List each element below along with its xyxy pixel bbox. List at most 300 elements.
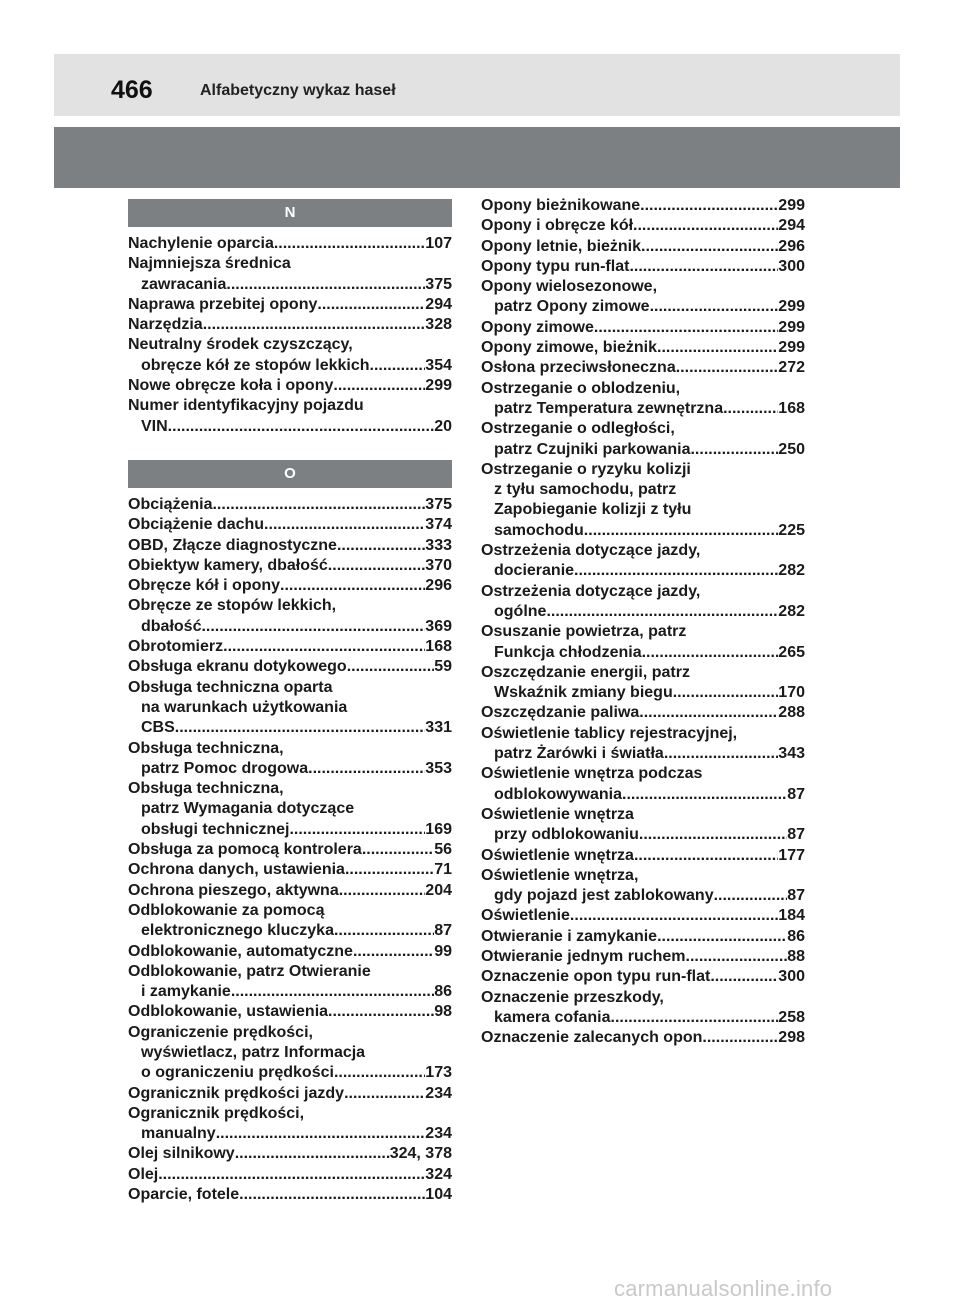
page-reference: 104 (425, 1186, 452, 1204)
index-entry-line: Ostrzeganie o ryzyku kolizji (481, 460, 691, 478)
index-entry-final-line (128, 860, 452, 880)
page-reference: 234 (425, 1125, 452, 1143)
page-number: 466 (111, 76, 153, 104)
index-entry-final-line (128, 356, 452, 376)
index-entry-final-line (481, 906, 805, 926)
index-entry (128, 1002, 452, 1022)
index-entry-line: Numer identyfikacyjny pojazdu (128, 397, 364, 415)
index-entry (128, 860, 452, 880)
index-entry-term: Opony zimowe (481, 318, 594, 336)
index-entry-line: Opony wielosezonowe, (481, 278, 658, 296)
index-entry-final-line (481, 683, 805, 703)
index-entry-final-line (481, 1008, 805, 1028)
index-entry-final-line (481, 846, 805, 866)
index-entry-term: docieranie (494, 562, 575, 580)
page-reference: 369 (425, 617, 452, 635)
index-entry-term: patrz Temperatura zewnętrzna (494, 399, 724, 417)
page-reference: 299 (778, 339, 805, 357)
index-entry-term: Osłona przeciwsłoneczna (481, 359, 676, 377)
index-entry-term: Obręcze kół i opony (128, 577, 281, 595)
page-reference: 250 (778, 440, 805, 458)
index-entry-final-line (128, 536, 452, 556)
index-entry-final-line (481, 947, 805, 967)
index-entry-final-line (128, 515, 452, 535)
dot-leader (328, 1002, 434, 1022)
index-entry (128, 1084, 452, 1104)
index-entry-final-line (128, 759, 452, 779)
page-reference: 20 (434, 417, 452, 435)
index-entry-final-line (128, 556, 452, 576)
index-entry (128, 396, 452, 437)
page-reference: 99 (434, 942, 452, 960)
index-entry-term: Nowe obręcze koła i opony (128, 377, 334, 395)
index-entry-line: Oświetlenie wnętrza, (481, 866, 639, 884)
index-entry (481, 764, 805, 805)
index-entry-term: Obsługa ekranu dotykowego (128, 658, 347, 676)
index-entry (481, 1028, 805, 1048)
index-entry-final-line (128, 1144, 452, 1164)
dot-leader (216, 1124, 426, 1144)
index-entry-final-line (128, 921, 452, 941)
page-reference: 296 (425, 577, 452, 595)
header-title: Alfabetyczny wykaz haseł (200, 82, 396, 99)
page-reference: 225 (778, 521, 805, 539)
index-entry (481, 237, 805, 257)
index-entry-line: Odblokowanie za pomocą (128, 901, 325, 919)
index-entry (481, 419, 805, 460)
index-entry-final-line (481, 967, 805, 987)
index-entry (128, 1165, 452, 1185)
index-entry-final-line (128, 1165, 452, 1185)
index-entry-line: Ostrzeganie o oblodzeniu, (481, 379, 681, 397)
decorative-band (54, 127, 900, 188)
page-reference: 299 (778, 197, 805, 214)
dot-leader (594, 318, 778, 338)
index-entry-term: o ograniczeniu prędkości (141, 1064, 334, 1082)
dot-leader (334, 921, 434, 941)
index-entry-term: Otwieranie i zamykanie (481, 927, 658, 945)
index-entry-term: elektronicznego kluczyka (141, 922, 334, 940)
index-entry (128, 254, 452, 295)
index-entry-line: Oświetlenie wnętrza podczas (481, 765, 703, 783)
index-entry-final-line (481, 216, 805, 236)
page-reference: 272 (778, 359, 805, 377)
index-entry (128, 1144, 452, 1164)
dot-leader (629, 257, 778, 277)
page-reference: 282 (778, 562, 805, 580)
index-entry (481, 379, 805, 420)
index-entry-final-line (481, 1028, 805, 1048)
index-entry-final-line (481, 785, 805, 805)
index-entry (128, 1104, 452, 1145)
index-entry (128, 376, 452, 396)
index-entry-line: Ograniczenie prędkości, (128, 1023, 313, 1041)
dot-leader (333, 376, 425, 396)
index-entry-final-line (481, 927, 805, 947)
index-entry-final-line (128, 1124, 452, 1144)
index-entry-final-line (128, 1084, 452, 1104)
page-reference: 288 (778, 704, 805, 722)
entries-o (128, 495, 452, 1205)
page-reference: 300 (778, 968, 805, 986)
index-entry-term: Narzędzia (128, 316, 203, 334)
dot-leader (328, 556, 426, 576)
dot-leader (289, 820, 425, 840)
index-entry (481, 663, 805, 704)
page-reference: 71 (434, 861, 452, 879)
dot-leader (362, 840, 434, 860)
page-reference: 87 (787, 785, 805, 803)
index-entry-term: patrz Pomoc drogowa (141, 759, 309, 777)
page-reference: 173 (425, 1064, 452, 1082)
section-header-n: N (128, 199, 452, 227)
index-entry-final-line (128, 234, 452, 254)
dot-leader (226, 275, 425, 295)
watermark: carmanualsonline.info (614, 1276, 833, 1301)
index-entry (128, 234, 452, 254)
dot-leader (686, 947, 788, 967)
page-reference: 374 (425, 516, 452, 534)
index-entry-final-line (481, 744, 805, 764)
index-entry-term: Obciążenia (128, 495, 213, 513)
dot-leader (639, 825, 787, 845)
dot-leader (546, 602, 778, 622)
index-entry-final-line (128, 275, 452, 295)
dot-leader (353, 942, 434, 962)
page-reference: 169 (425, 820, 452, 838)
index-entry (128, 495, 452, 515)
index-entry (128, 335, 452, 376)
dot-leader (339, 881, 426, 901)
index-entry (481, 622, 805, 663)
index-entry-final-line (128, 495, 452, 515)
index-entry-term: kamera cofania (494, 1008, 611, 1026)
index-entry-term: Wskaźnik zmiany biegu (494, 684, 673, 702)
index-entry (128, 962, 452, 1003)
index-entry-final-line (128, 1063, 452, 1083)
dot-leader (280, 576, 425, 596)
page-reference: 353 (425, 759, 452, 777)
index-entry-term: Opony letnie, bieżnik (481, 237, 642, 255)
dot-leader (168, 417, 435, 437)
index-entry-final-line (128, 840, 452, 860)
index-entry-final-line (481, 399, 805, 419)
index-entry-final-line (481, 825, 805, 845)
index-entry (481, 541, 805, 582)
index-entry-final-line (481, 440, 805, 460)
index-entry-term: obręcze kół ze stopów lekkich (141, 356, 370, 374)
index-entry-term: Obiektyw kamery, dbałość (128, 556, 328, 574)
page-reference: 375 (425, 275, 452, 293)
index-entry-line: wyświetlacz, patrz Informacja (141, 1043, 366, 1061)
dot-leader (347, 657, 435, 677)
entries-n (128, 234, 452, 437)
index-entry-line: na warunkach użytkowania (141, 698, 348, 716)
index-entry-term: samochodu (494, 521, 584, 539)
index-entry-line: patrz Wymagania dotyczące (141, 800, 355, 818)
dot-leader (639, 703, 778, 723)
index-entry-term: OBD, Złącze diagnostyczne (128, 536, 337, 554)
index-entry (481, 338, 805, 358)
dot-leader (231, 982, 434, 1002)
page-reference: 299 (778, 298, 805, 316)
index-entry-final-line (481, 338, 805, 358)
index-entry (481, 460, 805, 541)
index-entry-line: Ostrzeżenia dotyczące jazdy, (481, 582, 701, 600)
index-entry (481, 196, 805, 216)
index-entry-term: Oznaczenie zalecanych opon (481, 1029, 703, 1047)
dot-leader (158, 1165, 425, 1185)
index-entry-final-line (128, 417, 452, 437)
index-entry (128, 315, 452, 335)
index-entry (481, 703, 805, 723)
page-reference: 98 (434, 1003, 452, 1021)
index-entry-final-line (481, 237, 805, 257)
index-entry (481, 967, 805, 987)
index-entry (128, 840, 452, 860)
index-entry-term: manualny (141, 1125, 216, 1143)
index-entry-final-line (128, 1002, 452, 1022)
index-entry-term: Olej silnikowy (128, 1145, 235, 1163)
index-entry-term: obsługi technicznej (141, 820, 290, 838)
page-reference: 343 (778, 745, 805, 763)
index-entry-term: Odblokowanie, ustawienia (128, 1003, 329, 1021)
index-entry (481, 724, 805, 765)
dot-leader (574, 561, 778, 581)
index-entry (481, 277, 805, 318)
dot-leader (690, 440, 778, 460)
page-reference: 370 (425, 556, 452, 574)
dot-leader (633, 216, 778, 236)
index-entry-term: Obsługa za pomocą kontrolera (128, 841, 362, 859)
index-entry-final-line (128, 576, 452, 596)
dot-leader (175, 718, 426, 738)
page-reference: 87 (434, 922, 452, 940)
page-reference: 375 (425, 495, 452, 513)
dot-leader (239, 1185, 425, 1205)
page-reference: 298 (778, 1029, 805, 1047)
index-entry-final-line (481, 358, 805, 378)
index-entry-final-line (128, 820, 452, 840)
index-entry-line: Obsługa techniczna, (128, 739, 284, 757)
page-reference: 299 (425, 377, 452, 395)
index-entry-term: Ogranicznik prędkości jazdy (128, 1084, 345, 1102)
page-reference: 204 (425, 881, 452, 899)
index-entry-term: Opony i obręcze kół (481, 217, 634, 235)
index-entry-line: Osuszanie powietrza, patrz (481, 623, 687, 641)
page-header (54, 54, 900, 116)
index-entry-final-line (481, 196, 805, 216)
dot-leader (337, 536, 425, 556)
index-entry (481, 582, 805, 623)
dot-leader (317, 295, 425, 315)
index-entry (481, 358, 805, 378)
page-reference: 354 (425, 356, 452, 374)
index-entry-term: Oświetlenie (481, 907, 570, 925)
index-entry (128, 881, 452, 901)
index-entry-final-line (128, 942, 452, 962)
page-reference: 170 (778, 684, 805, 702)
index-column-left (128, 199, 452, 1205)
dot-leader (714, 886, 788, 906)
index-entry-term: i zamykanie (141, 983, 231, 1001)
index-entry-final-line (481, 602, 805, 622)
index-entry-term: Ochrona pieszego, aktywna (128, 881, 339, 899)
index-entry-line: Ostrzeganie o odległości, (481, 420, 675, 438)
index-entry (128, 596, 452, 637)
dot-leader (657, 927, 787, 947)
index-entry (128, 1023, 452, 1084)
index-entry-term: przy odblokowaniu (494, 826, 639, 844)
index-entry (481, 846, 805, 866)
dot-leader (203, 315, 426, 335)
index-entry-final-line (481, 521, 805, 541)
index-entry-term: Oparcie, fotele (128, 1186, 240, 1204)
page-reference: 87 (787, 826, 805, 844)
index-entry-term: Otwieranie jednym ruchem (481, 947, 686, 965)
dot-leader (223, 637, 425, 657)
index-entry-final-line (128, 376, 452, 396)
index-entry-final-line (481, 257, 805, 277)
index-entry-line: Oznaczenie przeszkody, (481, 988, 664, 1006)
index-entry-term: Oszczędzanie paliwa (481, 704, 640, 722)
index-entry-line: Ostrzeżenia dotyczące jazdy, (481, 542, 701, 560)
page-reference: 168 (425, 638, 452, 656)
entries-o-continued (481, 196, 805, 1048)
index-entry-final-line (128, 315, 452, 335)
index-entry (128, 515, 452, 535)
dot-leader (641, 237, 778, 257)
dot-leader (642, 643, 779, 663)
index-entry-final-line (481, 703, 805, 723)
index-entry (481, 318, 805, 338)
dot-leader (201, 617, 425, 637)
index-column-right (481, 196, 805, 1048)
index-entry (128, 576, 452, 596)
index-entry (128, 942, 452, 962)
page-reference: 265 (778, 643, 805, 661)
index-entry-final-line (481, 886, 805, 906)
index-entry-line: Obsługa techniczna oparta (128, 678, 333, 696)
dot-leader (622, 785, 787, 805)
page-reference: 296 (778, 237, 805, 255)
section-header-o: O (128, 460, 452, 488)
index-entry-final-line (128, 1185, 452, 1205)
dot-leader (345, 860, 434, 880)
dot-leader (673, 683, 779, 703)
dot-leader (702, 1028, 778, 1048)
page-reference: 282 (778, 602, 805, 620)
index-entry (128, 295, 452, 315)
index-entry-final-line (128, 657, 452, 677)
index-entry (128, 779, 452, 840)
index-entry (128, 1185, 452, 1205)
page-reference: 177 (778, 846, 805, 864)
index-entry (128, 637, 452, 657)
index-entry-final-line (128, 718, 452, 738)
index-entry-term: Nachylenie oparcia (128, 235, 274, 252)
index-entry-term: Oświetlenie wnętrza (481, 846, 634, 864)
dot-leader (723, 399, 778, 419)
dot-leader (664, 744, 778, 764)
dot-leader (212, 495, 425, 515)
index-entry (481, 927, 805, 947)
page-reference: 258 (778, 1008, 805, 1026)
dot-leader (570, 906, 778, 926)
index-entry-term: Obciążenie dachu (128, 516, 265, 534)
dot-leader (710, 967, 778, 987)
index-entry (481, 906, 805, 926)
index-entry (481, 866, 805, 907)
index-entry-term: Opony zimowe, bieżnik (481, 339, 658, 357)
index-entry-line: Odblokowanie, patrz Otwieranie (128, 962, 371, 980)
dot-leader (370, 356, 426, 376)
index-entry-term: ogólne (494, 602, 547, 620)
index-entry-term: VIN (141, 417, 168, 435)
page-reference: 88 (787, 947, 805, 965)
index-entry-term: Naprawa przebitej opony (128, 295, 318, 313)
dot-leader (264, 515, 425, 535)
index-entry-final-line (128, 295, 452, 315)
index-entry-final-line (128, 982, 452, 1002)
dot-leader (640, 196, 778, 216)
index-entry-line: Obsługa techniczna, (128, 780, 284, 798)
index-entry (128, 556, 452, 576)
page-reference: 294 (425, 295, 452, 313)
page-reference: 59 (434, 658, 452, 676)
index-entry-term: Funkcja chłodzenia (494, 643, 642, 661)
index-entry-final-line (481, 561, 805, 581)
page-reference: 168 (778, 399, 805, 417)
dot-leader (650, 297, 779, 317)
dot-leader (657, 338, 778, 358)
index-entry-line: Obręcze ze stopów lekkich, (128, 597, 337, 615)
index-entry-line: Oświetlenie wnętrza (481, 805, 634, 823)
index-entry (481, 988, 805, 1029)
index-entry-term: Odblokowanie, automatyczne (128, 942, 353, 960)
index-entry (128, 739, 452, 780)
index-entry-term: patrz Opony zimowe (494, 298, 650, 316)
index-entry (128, 657, 452, 677)
page-reference: 328 (425, 316, 452, 334)
index-entry-final-line (481, 643, 805, 663)
index-entry (481, 947, 805, 967)
page-reference: 333 (425, 536, 452, 554)
index-entry (128, 901, 452, 942)
dot-leader (334, 1063, 425, 1083)
page-reference: 56 (434, 841, 452, 859)
dot-leader (235, 1144, 390, 1164)
page-reference: 87 (787, 887, 805, 905)
index-entry-line: Ogranicznik prędkości, (128, 1104, 305, 1122)
index-entry-line: Neutralny środek czyszczący, (128, 336, 353, 354)
index-entry-term: Olej (128, 1165, 159, 1183)
index-entry-term: Oznaczenie opon typu run-flat (481, 968, 711, 986)
index-entry-term: Ochrona danych, ustawienia (128, 861, 345, 879)
dot-leader (611, 1008, 779, 1028)
index-entry-line: Najmniejsza średnica (128, 255, 291, 273)
page-reference: 300 (778, 257, 805, 275)
page-reference: 324, 378 (389, 1145, 452, 1163)
page-reference: 184 (778, 907, 805, 925)
index-entry (128, 678, 452, 739)
index-entry-line: Zapobieganie kolizji z tyłu (494, 501, 692, 519)
index-entry-final-line (128, 637, 452, 657)
index-entry-final-line (128, 617, 452, 637)
page-reference: 86 (787, 927, 805, 945)
page-reference: 324 (425, 1165, 452, 1183)
dot-leader (676, 358, 779, 378)
